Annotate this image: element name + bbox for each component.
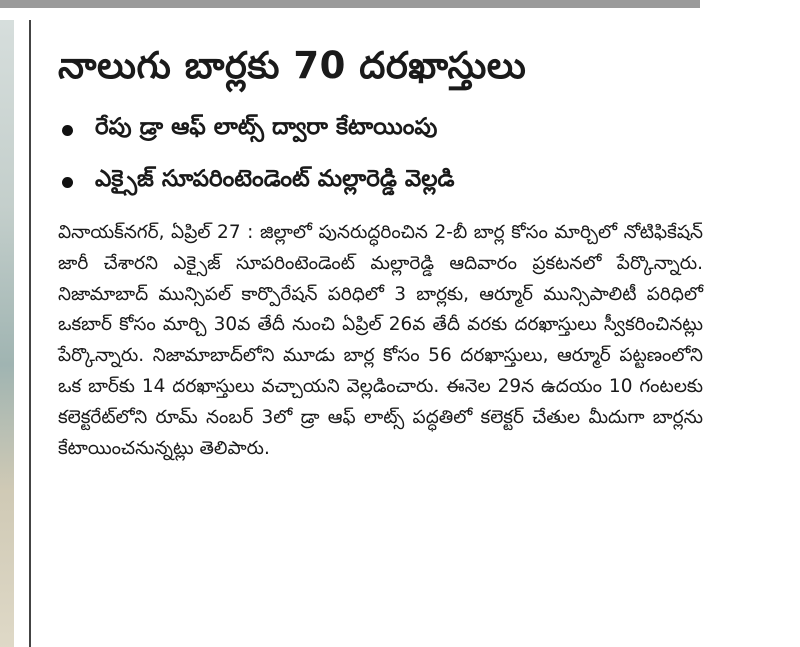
subheading-text: ఎక్సైజ్ సూపరింటెండెంట్ మల్లారెడ్డి వెల్లడి — [95, 166, 455, 192]
article-body: వినాయక్‌నగర్, ఏప్రిల్ 27 : జిల్లాలో పునరుద్ధరించిన 2-బీ బార్ల కోసం మార్చిలో నోటిఫికేషన్ జారీ చేశారని ఎక్సైజ్ సూపరింటెండెంట్ మల్లారెడ్డి ఆదివారం ప్రకటనలో పేర్కొన్నారు. నిజామాబాద్ మున్సిపల్ కార్పొరేషన్ పరిధిలో 3 బార్లకు, ఆర్మూర్ మున్సిపాలిటీ పరిధిలో ఒకబార్ కోసం మార్చి 30వ తేదీ నుంచి ఏప్రిల్ 26వ తేదీ వరకు దరఖాస్తులు స్వీకరించినట్లు పేర్కొన్నారు. నిజామాబాద్‌లోని మూడు బార్ల కోసం 56 దరఖాస్తులు, ఆర్మూర్ పట్టణంలోని ఒక బార్‌కు 14 దరఖాస్తులు వచ్చాయని వెల్లడించారు. ఈనెల 29న ఉదయం 10 గంటలకు కలెక్టరేట్‌లోని రూమ్ నంబర్ 3లో డ్రా ఆఫ్ లాట్స్ పద్ధతిలో కలెక్టర్ చేతుల మీదుగా బార్లను కేటాయించనున్నట్లు తెలిపారు. — [58, 222, 703, 459]
subheading-item — [58, 104, 718, 156]
subheading-text: రేపు డ్రా ఆఫ్ లాట్స్ ద్వారా కేటాయింపు — [95, 114, 438, 140]
bullet-icon — [62, 125, 73, 136]
adjacent-photo-edge — [0, 20, 14, 647]
top-rule — [0, 0, 700, 8]
subheading-list — [58, 104, 718, 208]
next-article-headline-cropped — [58, 630, 578, 647]
news-article — [58, 40, 718, 464]
bullet-icon — [62, 177, 73, 188]
subheading-item — [58, 156, 718, 208]
column-divider — [29, 20, 31, 647]
article-headline: నాలుగు బార్లకు 70 దరఖాస్తులు — [58, 44, 527, 87]
